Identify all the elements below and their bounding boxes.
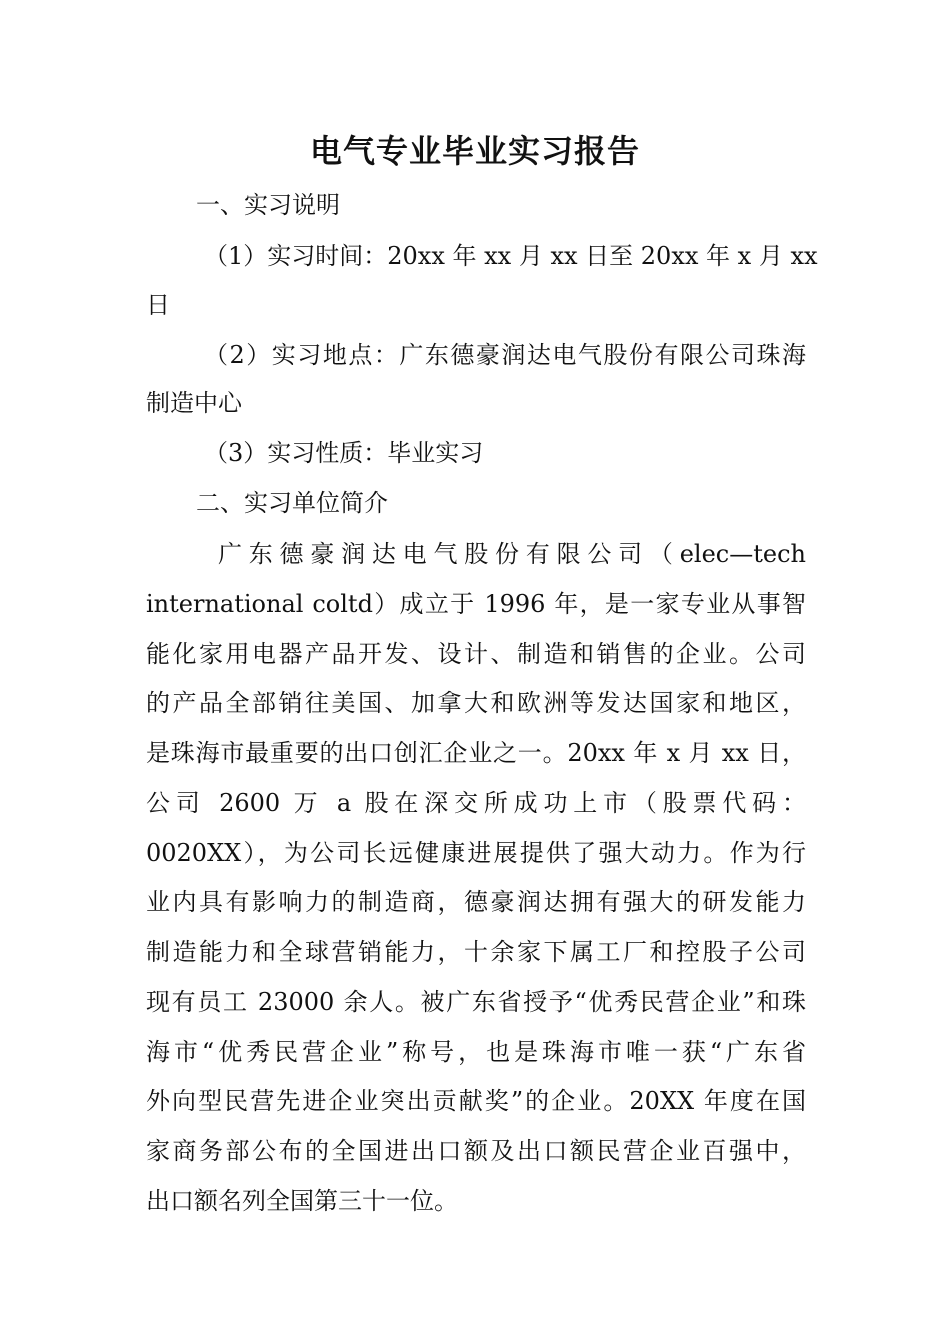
paragraph-line: 海市“优秀民营企业”称号，也是珠海市唯一获“广东省 xyxy=(146,1038,806,1066)
paragraph-line: 能化家用电器产品开发、设计、制造和销售的企业。公司 xyxy=(146,640,806,668)
paragraph-line: 业内具有影响力的制造商，德豪润达拥有强大的研发能力 xyxy=(146,888,806,916)
paragraph-line: 外向型民营先进企业突出贡献奖”的企业。20XX 年度在国 xyxy=(146,1087,806,1115)
paragraph-line: 是珠海市最重要的出口创汇企业之一。20xx 年 x 月 xx 日， xyxy=(146,739,806,767)
paragraph-line: 现有员工 23000 余人。被广东省授予“优秀民营企业”和珠 xyxy=(146,988,806,1016)
document-title: 电气专业毕业实习报告 xyxy=(309,132,640,170)
section-heading-2: 二、实习单位简介 xyxy=(196,489,388,517)
paragraph-line: 广东德豪润达电气股份有限公司（elec—tech xyxy=(218,540,806,568)
paragraph-line: international coltd）成立于 1996 年，是一家专业从事智 xyxy=(146,590,806,618)
paragraph-line: 0020XX），为公司长远健康进展提供了强大动力。作为行 xyxy=(146,839,806,867)
paragraph-line: 制造能力和全球营销能力，十余家下属工厂和控股子公司 xyxy=(146,938,806,966)
paragraph-line: 日 xyxy=(146,291,170,319)
paragraph-line: 的产品全部销往美国、加拿大和欧洲等发达国家和地区， xyxy=(146,689,806,717)
paragraph-line: 出口额名列全国第三十一位。 xyxy=(146,1187,458,1215)
paragraph-line: （2）实习地点：广东德豪润达电气股份有限公司珠海 xyxy=(204,341,806,369)
paragraph-line: （1）实习时间：20xx 年 xx 月 xx 日至 20xx 年 x 月 xx xyxy=(204,242,818,270)
paragraph-line: 家商务部公布的全国进出口额及出口额民营企业百强中， xyxy=(146,1137,806,1165)
paragraph-line: （3）实习性质：毕业实习 xyxy=(204,439,484,467)
paragraph-line: 公司 2600 万 a 股在深交所成功上市（股票代码： xyxy=(146,789,806,817)
paragraph-line: 制造中心 xyxy=(146,389,242,417)
section-heading-1: 一、实习说明 xyxy=(196,191,340,219)
